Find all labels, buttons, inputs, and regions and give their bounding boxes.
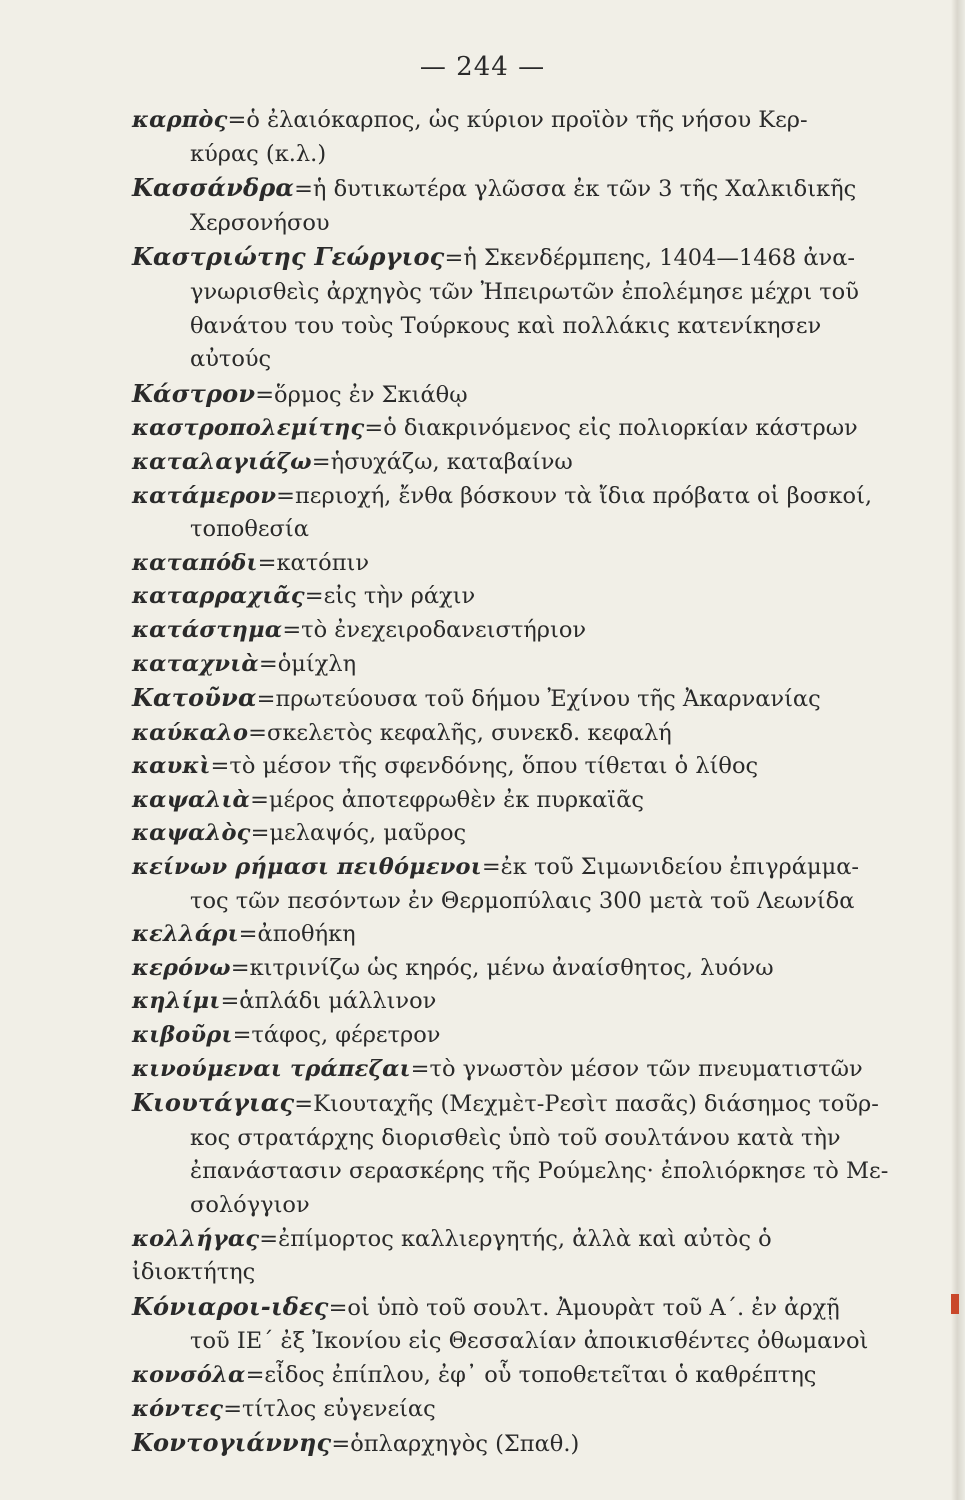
entry-definition: =κατόπιν — [257, 549, 369, 576]
entry-first-line — [132, 753, 758, 779]
entry-lemma: κολλήγας — [132, 1225, 260, 1252]
entry-lemma: Κόνιαροι-ιδες — [132, 1291, 329, 1321]
entry-lemma: Κάστρον — [132, 378, 256, 408]
entry-definition: =εἰς τὴν ράχιν — [304, 583, 476, 610]
entry-continuation-line: τος τῶν πεσόντων ἐν Θερμοπύλαις 300 μετὰ τοῦ Λεωνίδα — [190, 887, 855, 914]
entry-first-line — [132, 955, 774, 981]
entry-definition: =εἶδος ἐπίπλου, ἐφ᾽ οὗ τοποθετεῖται ὁ καθρέπτης — [245, 1361, 817, 1388]
glossary-entry — [132, 1019, 902, 1053]
glossary-entry — [132, 104, 902, 171]
glossary-entry — [132, 171, 902, 240]
entry-lemma: κελλάρι — [132, 921, 239, 948]
entry-first-line — [132, 378, 468, 408]
entry-first-line — [132, 1291, 840, 1321]
entry-lemma: κιβοῦρι — [132, 1022, 233, 1049]
entry-first-line — [132, 449, 573, 475]
entry-lemma: κινούμεναι τράπεζαι — [132, 1055, 411, 1082]
glossary-entry — [132, 547, 902, 581]
glossary-entry — [132, 952, 902, 986]
entry-first-line — [132, 1362, 816, 1388]
glossary-entry — [132, 1426, 902, 1462]
entry-definition: =τὸ ἐνεχειροδανειστήριον — [282, 616, 587, 643]
entry-definition: =τάφος, φέρετρον — [232, 1022, 441, 1049]
entry-definition: =ἡ Σκενδέρμπεης, 1404—1468 ἀνα- — [444, 245, 855, 272]
glossary-entry — [132, 851, 902, 918]
entry-definition: =οἱ ὑπὸ τοῦ σουλτ. Ἀμουρὰτ τοῦ Α΄. ἐν ἀρχῇ — [328, 1294, 840, 1321]
entry-continuation-line: θανάτου του τοὺς Τούρκους καὶ πολλάκις κατενίκησεν αὐτούς — [190, 312, 822, 373]
entry-lemma: καρπὸς — [132, 107, 228, 133]
entry-definition: =Κιουταχῆς (Μεχμὲτ-Ρεσὶτ πασᾶς) διάσημος τοῦρ- — [294, 1091, 879, 1118]
glossary-entry — [132, 1359, 902, 1393]
entry-first-line — [132, 483, 872, 509]
entry-lemma: κείνων ρήμασι πειθόμενοι — [132, 854, 482, 881]
entry-lemma: καταλαγιάζω — [132, 448, 312, 475]
entry-lemma: καταχνιὰ — [132, 650, 259, 677]
glossary-entry — [132, 784, 902, 818]
entry-definition: =ἐκ τοῦ Σιμωνιδείου ἐπιγράμμα- — [481, 854, 859, 881]
entry-continuation-line: κος στρατάρχης διορισθεὶς ὑπὸ τοῦ σουλτάνου κατὰ τὴν — [190, 1124, 841, 1151]
entry-first-line — [132, 988, 436, 1014]
glossary-entry — [132, 377, 902, 413]
entry-definition: =ὁ διακρινόμενος εἰς πολιορκίαν κάστρων — [364, 415, 858, 442]
entry-first-line — [132, 1088, 879, 1118]
glossary-entry — [132, 817, 902, 851]
entry-definition: =ἡ δυτικωτέρα γλῶσσα ἐκ τῶν 3 τῆς Χαλκιδικῆς — [294, 176, 857, 203]
page-number: — 244 — — [419, 52, 546, 82]
glossary-entry — [132, 1393, 902, 1427]
glossary-entry — [132, 1223, 902, 1290]
entry-definition: =ἐπίμορτος καλλιεργητής, ἀλλὰ καὶ αὐτὸς ὁ ἰδιοκτήτης — [132, 1225, 772, 1286]
entry-first-line — [132, 651, 356, 677]
entry-first-line — [132, 1396, 436, 1422]
entry-definition: =μέρος ἀποτεφρωθὲν ἐκ πυρκαϊᾶς — [250, 786, 644, 813]
entry-first-line — [132, 921, 356, 947]
entry-first-line — [132, 107, 808, 133]
entry-definition: =τίτλος εὐγενείας — [223, 1395, 436, 1422]
glossary-entry — [132, 580, 902, 614]
entry-definition: =ὅρμος ἐν Σκιάθῳ — [255, 381, 468, 408]
entry-definition: =ὁ ἐλαιόκαρπος, ὡς κύριον προϊὸν τῆς νήσου Κερ- — [227, 107, 808, 133]
entry-first-line — [132, 1428, 580, 1458]
entry-lemma: καψαλιὰ — [132, 786, 251, 813]
glossary-entry — [132, 750, 902, 784]
entry-lemma: κατάστημα — [132, 616, 283, 643]
entry-first-line — [132, 1056, 863, 1082]
entry-lemma: καστροπολεμίτης — [132, 415, 365, 442]
entry-continuation-line: γνωρισθεὶς ἀρχηγὸς τῶν Ἠπειρωτῶν ἐπολέμησε μέχρι τοῦ — [190, 278, 859, 305]
entry-lemma: κηλίμι — [132, 988, 221, 1015]
entry-first-line — [132, 820, 466, 846]
glossary-entry — [132, 480, 902, 547]
entry-definition: =σκελετὸς κεφαλῆς, συνεκδ. κεφαλή — [248, 719, 672, 746]
entry-lemma: κερόνω — [132, 954, 231, 981]
entry-lemma: καύκαλο — [132, 719, 249, 746]
entry-first-line — [132, 720, 672, 746]
entry-lemma: Κατοῦνα — [132, 683, 257, 713]
entry-lemma: καυκὶ — [132, 753, 211, 780]
glossary-entry — [132, 412, 902, 446]
glossary-entry — [132, 1290, 902, 1359]
entry-continuation-line: Χερσονήσου — [190, 209, 330, 236]
entry-definition: =τὸ μέσον τῆς σφενδόνης, ὅπου τίθεται ὁ λίθος — [210, 753, 759, 780]
entry-definition: =ἁπλάδι μάλλινον — [220, 988, 437, 1015]
entry-continuation-line: κύρας (κ.λ.) — [190, 140, 327, 167]
entry-lemma: Καστριώτης Γεώργιος — [132, 242, 445, 272]
glossary-entry — [132, 446, 902, 480]
entry-definition: =πρωτεύουσα τοῦ δήμου Ἐχίνου τῆς Ἀκαρνανίας — [256, 686, 821, 713]
entry-definition: =τὸ γνωστὸν μέσον τῶν πνευματιστῶν — [410, 1055, 863, 1082]
entry-first-line — [132, 787, 644, 813]
entry-lemma: Κασσάνδρα — [132, 173, 295, 203]
entry-continuation-line: ἐπανάστασιν σερασκέρης τῆς Ρούμελης· ἐπολιόρκησε τὸ Με- — [190, 1158, 889, 1185]
glossary-entries — [132, 104, 902, 1462]
entry-first-line — [132, 1022, 440, 1048]
entry-definition: =ἀποθήκη — [238, 921, 356, 948]
glossary-entry — [132, 648, 902, 682]
entry-definition: =περιοχή, ἔνθα βόσκουν τὰ ἴδια πρόβατα οἱ βοσκοί, — [276, 482, 873, 509]
entry-first-line — [132, 173, 857, 203]
entry-lemma: Κοντογιάννης — [132, 1428, 332, 1458]
page-tab-marker — [951, 1294, 959, 1314]
entry-definition: =κιτρινίζω ὡς κηρός, μένω ἀναίσθητος, λυόνω — [230, 954, 774, 981]
entry-definition: =ὁμίχλη — [258, 650, 357, 677]
entry-lemma: κόντες — [132, 1395, 224, 1422]
glossary-entry — [132, 985, 902, 1019]
entry-first-line — [132, 854, 859, 880]
entry-first-line — [132, 242, 855, 272]
entry-first-line — [132, 1226, 772, 1286]
glossary-entry — [132, 1086, 902, 1222]
entry-first-line — [132, 550, 369, 576]
entry-lemma: κονσόλα — [132, 1361, 246, 1388]
glossary-entry — [132, 681, 902, 717]
page-edge — [951, 0, 965, 1500]
glossary-entry — [132, 918, 902, 952]
entry-first-line — [132, 415, 858, 441]
entry-lemma: καταρραχιᾶς — [132, 583, 305, 610]
entry-lemma: Κιουτάγιας — [132, 1088, 295, 1118]
entry-definition: =μελαψός, μαῦρος — [250, 820, 467, 847]
entry-continuation-line: τοποθεσία — [190, 516, 309, 543]
glossary-entry — [132, 717, 902, 751]
entry-first-line — [132, 683, 821, 713]
entry-continuation-line: σολόγγιον — [190, 1192, 310, 1218]
entry-lemma: κατάμερον — [132, 482, 277, 509]
glossary-entry — [132, 240, 902, 376]
glossary-entry — [132, 614, 902, 648]
entry-lemma: καταπόδι — [132, 549, 258, 576]
entry-first-line — [132, 583, 475, 609]
entry-lemma: καψαλὸς — [132, 820, 251, 847]
entry-continuation-line: τοῦ ΙΕ΄ ἐξ Ἰκονίου εἰς Θεσσαλίαν ἀποικισθέντες ὀθωμανοὶ — [190, 1328, 869, 1355]
entry-first-line — [132, 617, 586, 643]
entry-definition: =ὁπλαρχηγὸς (Σπαθ.) — [331, 1431, 580, 1458]
glossary-entry — [132, 1053, 902, 1087]
entry-definition: =ἡσυχάζω, καταβαίνω — [311, 448, 573, 475]
